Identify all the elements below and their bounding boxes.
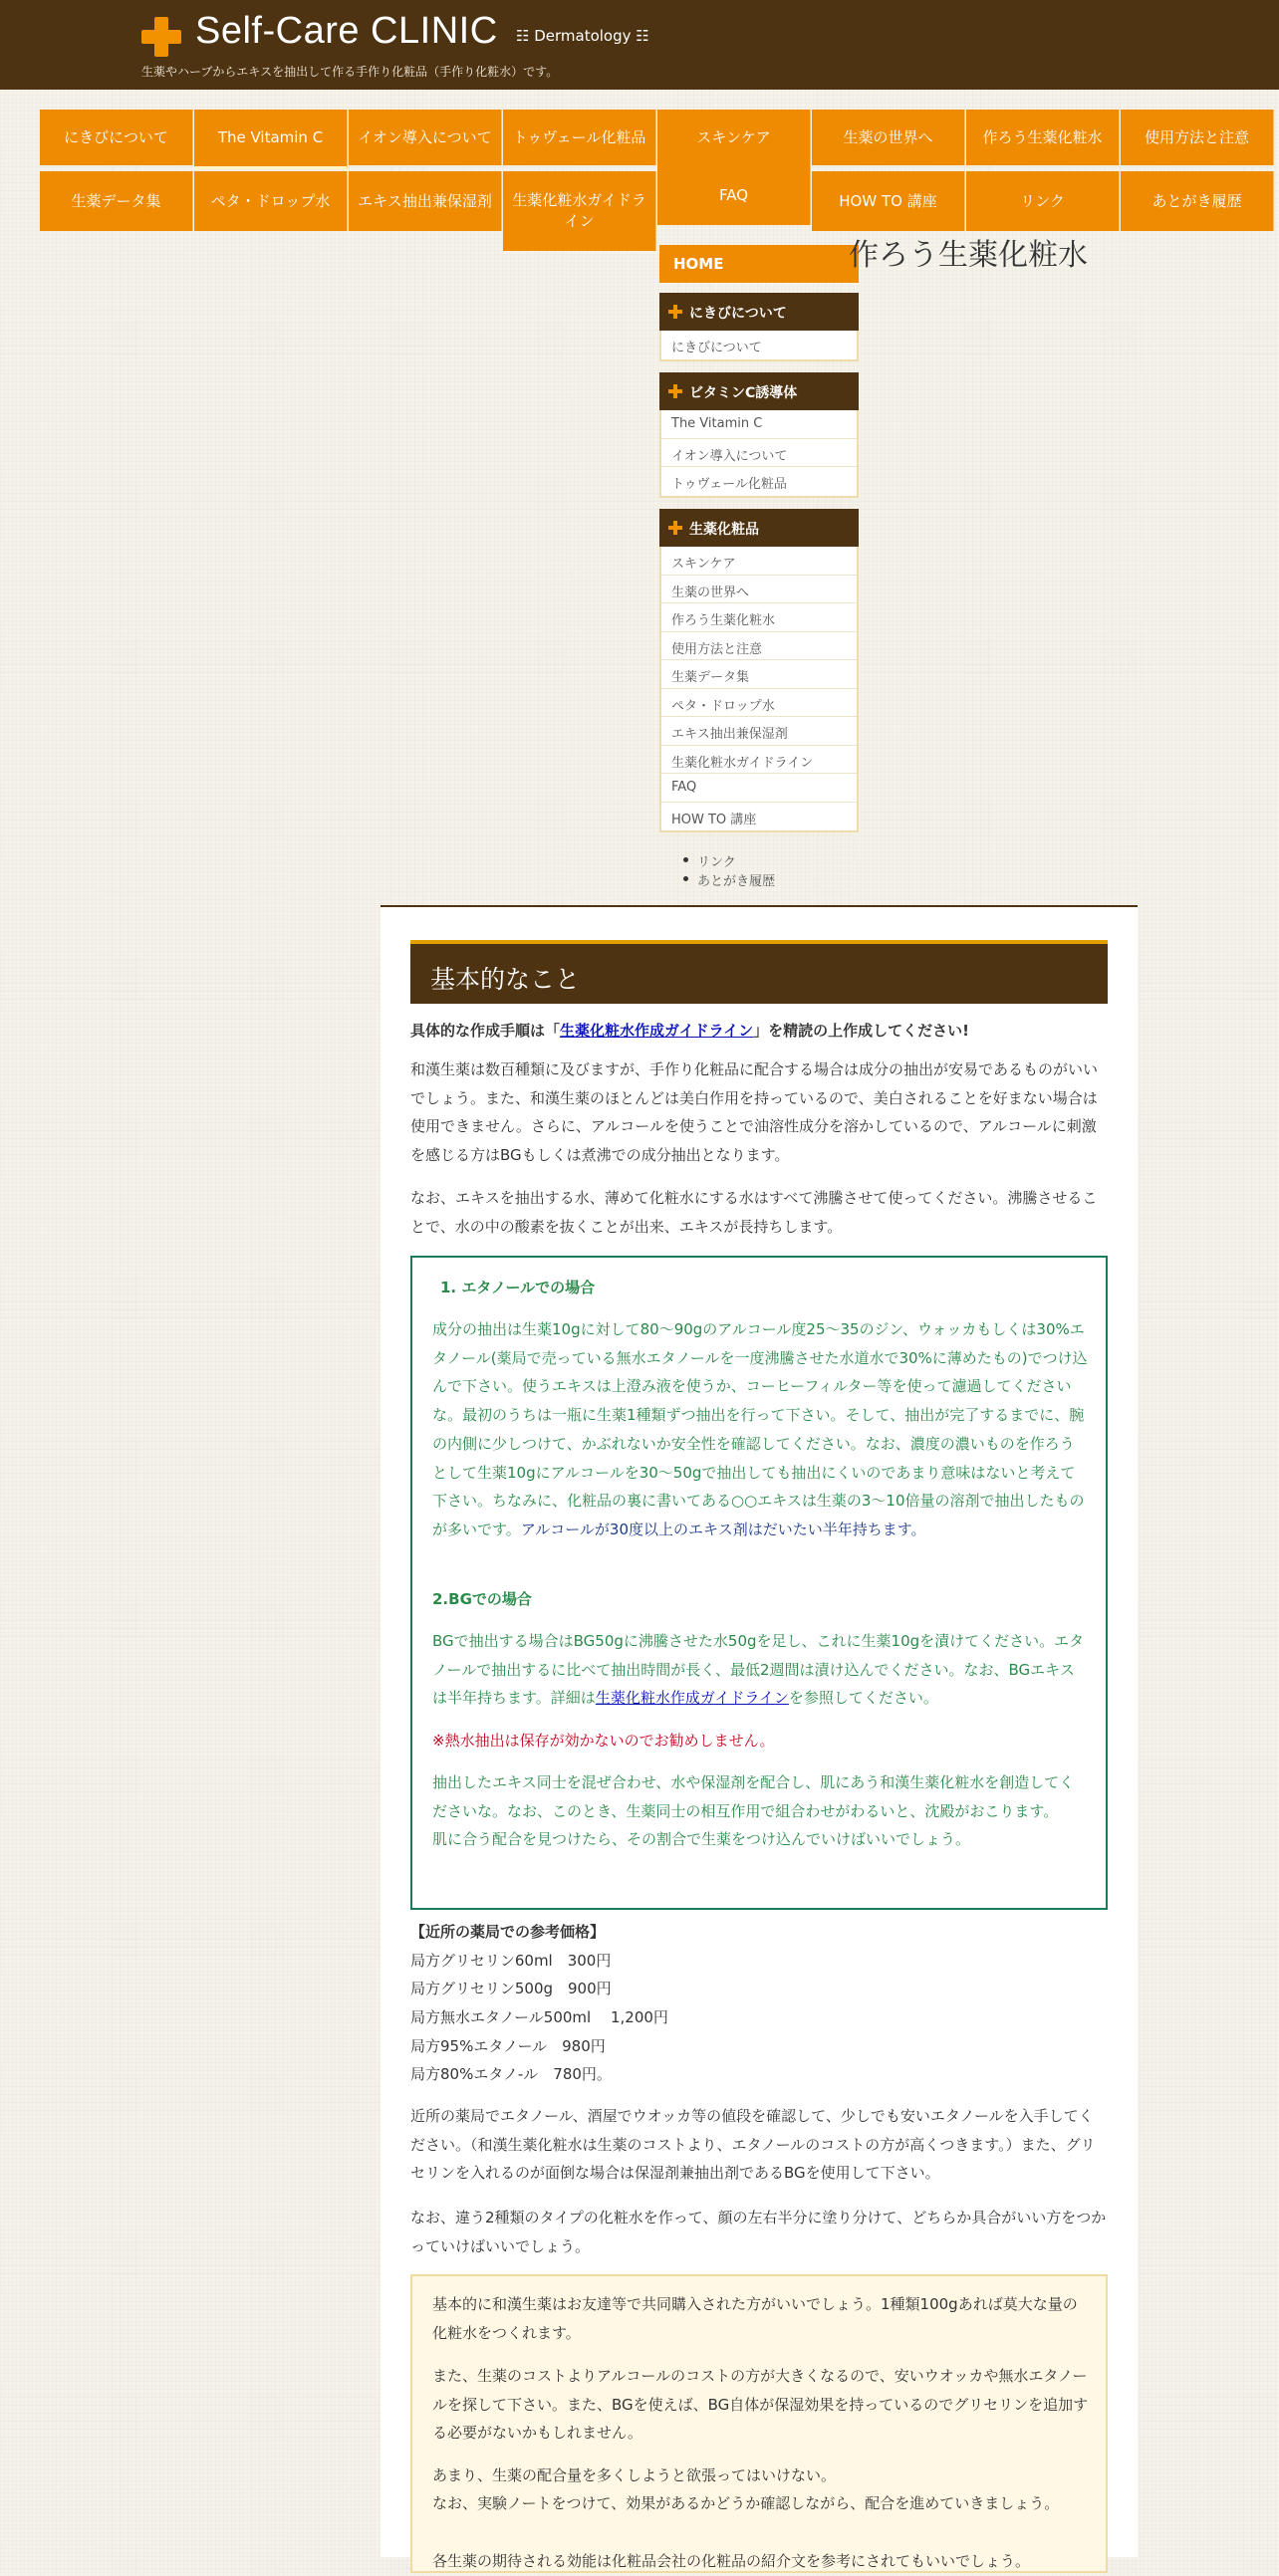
- sidebar-item[interactable]: 生薬の世界へ: [661, 576, 857, 604]
- site-tagline: 生薬やハーブからエキスを抽出して作る手作り化粧品（手作り化粧水）です。: [141, 65, 559, 79]
- sidebar-list: [659, 331, 859, 361]
- guideline-link[interactable]: 生薬化粧水作成ガイドライン: [560, 1022, 754, 1040]
- nav-button[interactable]: にきびについて: [40, 110, 193, 165]
- sidebar-list: [659, 410, 859, 498]
- sidebar-heading: ビタミンC誘導体: [659, 372, 859, 410]
- price-item: 局方グリセリン60ml 300円: [410, 1952, 612, 1970]
- section-title: 基本的なこと: [410, 940, 1108, 1004]
- lead-text: 具体的な作成手順は「生薬化粧水作成ガイドライン」を精読の上作成してください!: [410, 1022, 969, 1040]
- link-item[interactable]: あとがき履歴: [697, 870, 775, 889]
- cross-logo-icon[interactable]: [141, 17, 181, 57]
- extra-links-list: [697, 851, 775, 889]
- sidebar-item[interactable]: 生薬化粧水ガイドライン: [661, 746, 857, 775]
- price-item: 局方80%エタノ-ル 780円。: [410, 2065, 612, 2083]
- tip-text: また、生薬のコストよりアルコールのコストの方が大きくなるので、安いウオッカや無水エタノールを探して下さい。また、BGを使えば、BG自体が保湿効果を持っているのでグリセリンを追加する必要がないかもしれません。: [432, 2367, 1089, 2443]
- top-navigation: [40, 110, 1279, 254]
- paragraph: なお、違う2種類のタイプの化粧水を作って、顔の左右半分に塗り分けて、どちらか具合がいい方をつかっていけばいいでしょう。: [410, 2209, 1107, 2255]
- sidebar-item[interactable]: にきびについて: [671, 341, 762, 355]
- sidebar-heading: にきびについて: [659, 293, 859, 331]
- sidebar-item[interactable]: FAQ: [661, 774, 857, 803]
- nav-button[interactable]: The Vitamin C: [194, 110, 348, 169]
- bg-paragraph: BGで抽出する場合はBG50gに沸騰させた水50gを足し、これに生薬10gを漬けてください。エタノールで抽出するに比べて抽出時間が長く、最低2週間は漬け込んでください。なお、BGエキスは半年持ちます。詳細は生薬化粧水作成ガイドラインを参照してください。: [432, 1632, 1085, 1708]
- main-content: [381, 907, 1138, 2570]
- cross-icon: [668, 305, 682, 319]
- nav-button[interactable]: 生薬の世界へ: [812, 110, 965, 165]
- site-header: [0, 0, 1279, 90]
- guideline-link[interactable]: 生薬化粧水作成ガイドライン: [595, 1689, 789, 1708]
- extraction-method-box: [410, 1256, 1108, 1910]
- nav-button[interactable]: トゥヴェール化粧品: [503, 110, 656, 165]
- cross-icon: [668, 521, 682, 535]
- nav-button[interactable]: スキンケア: [657, 110, 811, 165]
- tip-text: 基本的に和漢生薬はお友達等で共同購入された方がいいでしょう。1種類100gあれば莫大な量の化粧水をつくれます。: [432, 2295, 1078, 2342]
- site-title[interactable]: Self-Care CLINIC: [195, 10, 498, 52]
- mix-paragraph: 抽出したエキス同士を混ぜ合わせ、水や保湿剤を配合し、肌にあう和漢生薬化粧水を創造してくださいな。なお、このとき、生薬同士の相互作用で組合わせがわるいと、沈殿がおこります。 肌に合う配合を見つけたら、その割合で生薬をつけ込んでいけばいいでしょう。: [432, 1773, 1075, 1849]
- tip-text: 各生薬の期待される効能は化粧品会社の化粧品の紹介文を参考にされてもいいでしょう。: [432, 2552, 1031, 2570]
- cross-icon: [668, 384, 682, 398]
- ethanol-heading: 1. エタノールでの場合: [440, 1279, 596, 1296]
- nav-button[interactable]: 生薬データ集: [40, 171, 193, 231]
- bg-heading: 2.BGでの場合: [432, 1590, 532, 1608]
- nav-button[interactable]: エキス抽出兼保湿剤: [349, 171, 502, 231]
- nav-button[interactable]: 生薬化粧水ガイドライン: [503, 171, 656, 251]
- nav-button[interactable]: リンク: [966, 171, 1120, 231]
- sidebar-item[interactable]: 使用方法と注意: [661, 632, 857, 661]
- sidebar-list: [659, 547, 859, 832]
- nav-button[interactable]: イオン導入について: [349, 110, 502, 165]
- sidebar-item[interactable]: HOW TO 講座: [671, 812, 757, 827]
- sidebar-item[interactable]: ペタ・ドロップ水: [661, 689, 857, 718]
- paragraph: 和漢生薬は数百種類に及びますが、手作り化粧品に配合する場合は成分の抽出が安易であるものがいいでしょう。また、和漢生薬のほとんどは美白作用を持っているので、美白されることを好まない場合は使用できません。さらに、アルコールを使うことで油溶性成分を溶かしているので、アルコールに刺激を感じる方はBGもしくは煮沸での成分抽出となります。: [410, 1060, 1099, 1165]
- tips-box: [410, 2274, 1108, 2573]
- nav-button[interactable]: 使用方法と注意: [1121, 110, 1274, 165]
- paragraph: なお、エキスを抽出する水、薄めて化粧水にする水はすべて沸騰させて使ってください。沸騰させることで、水の中の酸素を抜くことが出来、エキスが長持ちします。: [410, 1189, 1098, 1236]
- nav-button[interactable]: あとがき履歴: [1121, 171, 1274, 231]
- nav-button[interactable]: FAQ: [657, 165, 811, 225]
- tip-text: なお、実験ノートをつけて、効果があるかどうか確認しながら、配合を進めていきましょう。: [432, 2494, 1060, 2512]
- sidebar-item[interactable]: トゥヴェール化粧品: [671, 477, 787, 492]
- sidebar-item[interactable]: エキス抽出兼保湿剤: [661, 717, 857, 746]
- tip-text: あまり、生薬の配合量を多くしようと欲張ってはいけない。: [432, 2466, 837, 2484]
- link-item[interactable]: リンク: [697, 851, 775, 870]
- page-title: 作ろう生薬化粧水: [849, 238, 1088, 273]
- home-button[interactable]: HOME: [659, 245, 859, 283]
- price-item: 局方グリセリン500g 900円: [410, 1980, 612, 1997]
- paragraph: 近所の薬局でエタノール、酒屋でウオッカ等の値段を確認して、少しでも安いエタノールを入手してください。（和漢生薬化粧水は生薬のコストより、エタノールのコストの方が高くつきます。）また、グリセリンを入れるのが面倒な場合は保湿剤兼抽出剤であるBGを使用して下さい。: [410, 2107, 1096, 2183]
- sidebar-item[interactable]: 生薬データ集: [661, 660, 857, 689]
- sidebar-item[interactable]: イオン導入について: [661, 439, 857, 468]
- site-subtitle: ☷ Dermatology ☷: [516, 27, 649, 45]
- sidebar-item[interactable]: The Vitamin C: [661, 410, 857, 439]
- nav-button[interactable]: 作ろう生薬化粧水: [966, 110, 1120, 165]
- sidebar-heading: 生薬化粧品: [659, 509, 859, 547]
- sidebar-item[interactable]: 作ろう生薬化粧水: [661, 603, 857, 632]
- price-item: 局方95%エタノール 980円: [410, 2037, 606, 2055]
- price-item: 局方無水エタノール500ml 1,200円: [410, 2008, 668, 2026]
- price-heading: 【近所の薬局での参考価格】: [410, 1923, 606, 1941]
- nav-button[interactable]: ペタ・ドロップ水: [194, 171, 348, 231]
- sidebar-item[interactable]: スキンケア: [661, 547, 857, 576]
- ethanol-paragraph: 成分の抽出は生薬10gに対して80～90gのアルコール度25～35のジン、ウォッカもしくは30%エタノール(薬局で売っている無水エタノールを一度沸騰させた水道水で30%に薄めたもの)でつけ込んで下さい。使うエキスは上澄み液を使うか、コーヒーフィルター等を使って濾過してくださいな。最初のうちは一瓶に生薬1種類ずつ抽出を行って下さい。そして、抽出が完了するまでに、腕の内側に少しつけて、かぶれないか安全性を確認してください。なお、濃度の濃いものを作ろうとして生薬10gにアルコールを30～50gで抽出しても抽出にくいのであまり意味はないと考えて下さい。ちなみに、化粧品の裏に書いてある○○エキスは生薬の3～10倍量の溶剤で抽出したものが多いです。アルコールが30度以上のエキス剤はだいたい半年持ちます。: [432, 1320, 1088, 1538]
- nav-button[interactable]: HOW TO 講座: [812, 171, 965, 231]
- warning-text: ※熱水抽出は保存が効かないのでお勧めしません。: [432, 1732, 775, 1750]
